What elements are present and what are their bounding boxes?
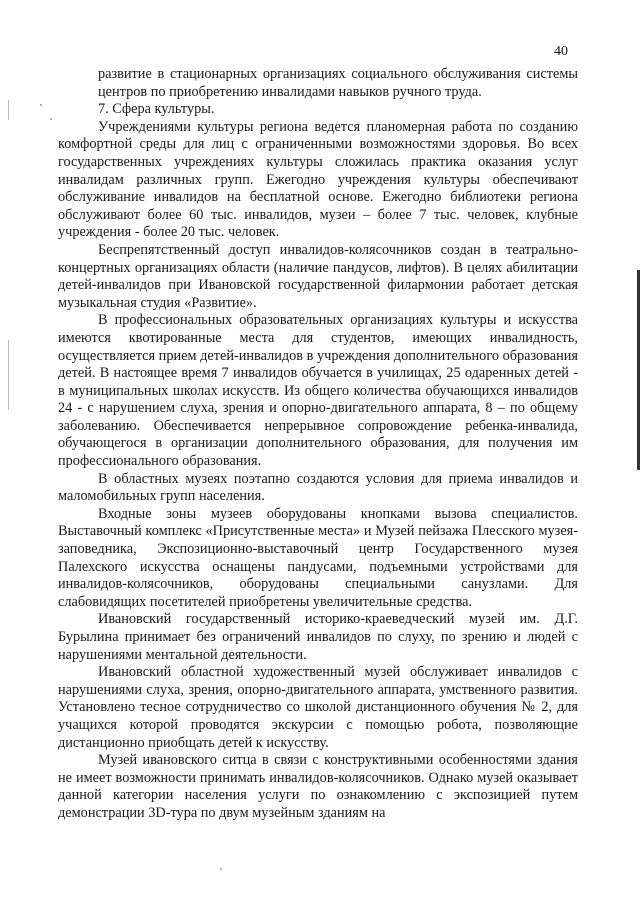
paragraph: Учреждениями культуры региона ведется планомерная работа по созданию комфортной среды для лиц с ограниченными возможностями здоровья. Во всех государственных учреждениях культуры сложилась практика оказания услуг инвалидам различных групп. Ежегодно учреждения культуры обеспечивают обслуживание инвалидов на бесплатной основе. Ежегодно библиотеки региона обслуживают более 60 тыс. инвалидов, музеи – более 7 тыс. человек, клубные учреждения - более 20 тыс. человек. bbox=[58, 118, 578, 241]
paragraph: Входные зоны музеев оборудованы кнопками вызова специалистов. Выставочный комплекс «Присутственные места» и Музей пейзажа Плесского музея-заповедника, Экспозиционно-выставочный центр Государственного музея Палехского искусства оснащены пандусами, подъемными устройствами для инвалидов-колясочников, оборудованы специальными санузлами. Для слабовидящих посетителей приобретены увеличительные средства. bbox=[58, 505, 578, 610]
paragraph: Музей ивановского ситца в связи с конструктивными особенностями здания не имеет возможности принимать инвалидов-колясочников. Однако музей оказывает данной категории населения услуги по ознакомлению с экспозицией путем демонстрации 3D-тура по двум музейным зданиям на bbox=[58, 752, 578, 821]
page-body bbox=[58, 66, 578, 823]
paragraph: В областных музеях поэтапно создаются условия для приема инвалидов и маломобильных групп населения. bbox=[58, 470, 578, 505]
scan-speck bbox=[50, 118, 52, 120]
scan-artifact bbox=[8, 340, 9, 410]
paragraph: В профессиональных образовательных организациях культуры и искусства имеются квотированные места для студентов, имеющих инвалидность, осуществляется прием детей-инвалидов в учреждения дополнительного образования детей. В настоящее время 7 инвалидов обучается в училищах, 25 одаренных детей - в муниципальных школах искусств. Из общего количества обучающихся инвалидов 24 - с нарушением слуха, зрения и опорно-двигательного аппарата, 8 – по общему заболеванию. Обеспечивается непрерывное сопровождение ребенка-инвалида, обучающегося в организации дополнительного образования, для получения им профессионального образования. bbox=[58, 312, 578, 470]
page-number: 40 bbox=[554, 44, 568, 59]
scan-speck bbox=[40, 104, 42, 106]
paragraph: Беспрепятственный доступ инвалидов-колясочников создан в театрально-концертных организациях области (наличие пандусов, лифтов). В целях абилитации детей-инвалидов при Ивановской государственной филармонии работает детская музыкальная студия «Развитие». bbox=[58, 241, 578, 311]
section-heading: 7. Сфера культуры. bbox=[98, 101, 215, 118]
scan-speck bbox=[220, 868, 222, 870]
paragraph-continuation: развитие в стационарных организациях социального обслуживания системы центров по приобретению инвалидами навыков ручного труда. bbox=[98, 66, 578, 100]
paragraph: Ивановский областной художественный музей обслуживает инвалидов с нарушениями слуха, зрения, опорно-двигательного аппарата, умственного развития. Установлено тесное сотрудничество со школой дистанционного обучения № 2, для учащихся которой проводятся экскурсии с помощью робота, позволяющие дистанционно приобщать детей к искусству. bbox=[58, 664, 578, 751]
paragraph: Ивановский государственный историко-краеведческий музей им. Д.Г. Бурылина принимает без ограничений инвалидов по слуху, по зрению и людей с нарушениями ментальной деятельности. bbox=[58, 611, 578, 663]
scan-artifact bbox=[8, 100, 9, 120]
